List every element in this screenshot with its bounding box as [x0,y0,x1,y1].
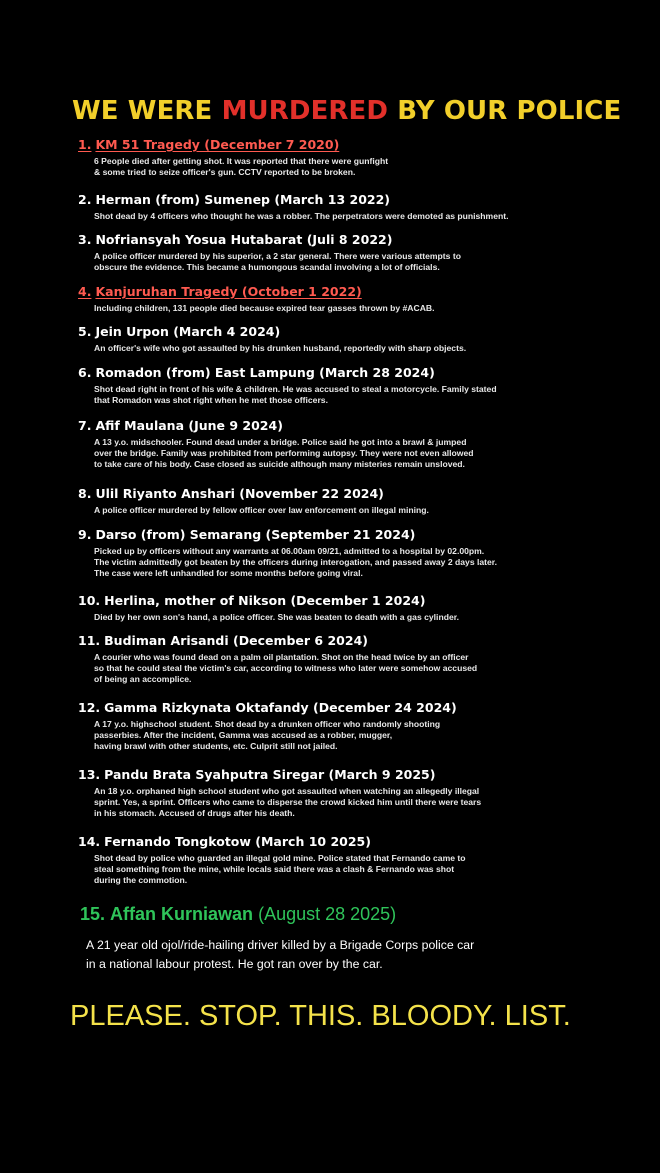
entry-title: Pandu Brata Syahputra Siregar (March 9 2025) [104,767,436,782]
entry-description [94,251,594,273]
entry-heading [78,324,598,340]
entry-description-line: Died by her own son's hand, a police officer. She was beaten to death with a gas cylinder. [94,612,459,622]
entry-description-line: of being an accomplice. [94,674,192,684]
entry-title: Herlina, mother of Nikson (December 1 2024) [104,593,426,608]
entry-15-description [86,936,600,974]
entry-number: 9. [78,527,92,542]
victim-entry-15 [80,902,600,974]
entry-title: Ulil Riyanto Anshari (November 22 2024) [95,486,384,501]
entry-number: 1. [78,137,92,152]
footer-plea: PLEASE. STOP. THIS. BLOODY. LIST. [70,1000,571,1032]
entry-description-line: The case were left unhandled for some months before going viral. [94,568,363,578]
entry-description-line: obscure the evidence. This became a humongous scandal involving a lot of officials. [94,262,440,272]
entry-description-line: A 17 y.o. highschool student. Shot dead by a drunken officer who randomly shooting [94,719,441,729]
entry-description [94,612,594,623]
entry-description-line: A police officer murdered by fellow officer over law enforcement on illegal mining. [94,505,429,515]
page-title [72,94,632,128]
victim-entry [78,137,598,178]
entry-heading [78,486,598,502]
entry-description-line: during the commotion. [94,875,188,885]
entry-title: Jein Urpon (March 4 2024) [95,324,281,339]
entry-15-line: A 21 year old ojol/ride-hailing driver killed by a Brigade Corps police car [86,938,475,952]
entry-heading [78,767,598,783]
entry-number: 6. [78,365,92,380]
entry-description [94,786,594,819]
entry-15-line: in a national labour protest. He got ran over by the car. [86,957,383,971]
entry-heading [78,137,598,153]
entry-description-line: sprint. Yes, a sprint. Officers who came to disperse the crowd kicked him until there were tears [94,797,482,807]
entry-title: Nofriansyah Yosua Hutabarat (Juli 8 2022) [95,232,393,247]
entry-description-line: A police officer murdered by his superior, a 2 star general. There were various attempts to [94,251,461,261]
victim-entry [78,633,598,685]
victim-entry [78,192,598,222]
entry-title: Gamma Rizkynata Oktafandy (December 24 2024) [104,700,457,715]
entry-heading [78,633,598,649]
victim-entry [78,418,598,470]
entry-description [94,853,594,886]
entry-description-line: Shot dead right in front of his wife & children. He was accused to steal a motorcycle. Family stated [94,384,497,394]
entry-number: 3. [78,232,92,247]
entry-description-line: to take care of his body. Case closed as suicide although many misteries remain unsloved. [94,459,465,469]
entry-description-line: An officer's wife who got assaulted by his drunken husband, reportedly with sharp objects. [94,343,467,353]
entry-description-line: steal something from the mine, while locals said there was a clash & Fernando was shot [94,864,455,874]
entry-description-line: Including children, 131 people died because expired tear gasses thrown by #ACAB. [94,303,435,313]
entry-heading [78,700,598,716]
entry-title: Darso (from) Semarang (September 21 2024) [95,527,416,542]
entry-description-line: Picked up by officers without any warrants at 06.00am 09/21, admitted to a hospital by 02.00pm. [94,546,485,556]
entry-description-line: over the bridge. Family was prohibited from performing autopsy. They were not even allowed [94,448,474,458]
entry-title: Fernando Tongkotow (March 10 2025) [104,834,371,849]
entry-description-line: so that he could steal the victim's car, according to witness who later were somehow accused [94,663,478,673]
entry-title: Kanjuruhan Tragedy (October 1 2022) [95,284,362,299]
entry-description-line: A courier who was found dead on a palm oil plantation. Shot on the head twice by an officer [94,652,469,662]
victim-entry [78,284,598,314]
entry-number: 13. [78,767,101,782]
entry-title: Romadon (from) East Lampung (March 28 2024) [95,365,435,380]
victim-entry [78,365,598,406]
entry-heading [78,284,598,300]
entry-description [94,546,594,579]
entry-description [94,303,594,314]
entry-title: KM 51 Tragedy (December 7 2020) [95,137,340,152]
entry-number: 4. [78,284,92,299]
title-highlight: MURDERED [221,96,389,126]
entry-description-line: 6 People died after getting shot. It was reported that there were gunfight [94,156,389,166]
entry-number: 11. [78,633,101,648]
entry-description [94,343,594,354]
entry-number: 7. [78,418,92,433]
entry-description-line: An 18 y.o. orphaned high school student who got assaulted when watching an allegedly illegal [94,786,480,796]
entry-heading [78,192,598,208]
victim-entry [78,232,598,273]
entry-number: 12. [78,700,101,715]
victim-entry [78,767,598,819]
entry-title: Afif Maulana (June 9 2024) [95,418,283,433]
victim-entry [78,700,598,752]
entry-description-line: A 13 y.o. midschooler. Found dead under a bridge. Police said he got into a brawl & jumped [94,437,467,447]
victim-entry [78,593,598,623]
title-part-1: WE WERE [72,96,222,126]
victim-entry [78,486,598,516]
entry-description [94,437,594,470]
entry-title: Herman (from) Sumenep (March 13 2022) [95,192,391,207]
entry-description-line: in his stomach. Accused of drugs after his death. [94,808,295,818]
victim-entry [78,834,598,886]
entry-heading [78,365,598,381]
entry-15-number: 15. [80,904,106,924]
entry-number: 2. [78,192,92,207]
entry-description-line: & some tried to seize officer's gun. CCTV reported to be broken. [94,167,356,177]
entry-number: 10. [78,593,101,608]
entry-description-line: Shot dead by 4 officers who thought he was a robber. The perpetrators were demoted as punishment. [94,211,509,221]
entry-description [94,384,594,406]
entry-15-name: Affan Kurniawan [110,904,254,924]
entry-description [94,156,594,178]
victim-entry [78,324,598,354]
entry-description [94,505,594,516]
entry-heading [78,834,598,850]
entry-number: 14. [78,834,101,849]
entry-number: 8. [78,486,92,501]
entry-15-date: (August 28 2025) [258,904,397,924]
entry-number: 5. [78,324,92,339]
entry-heading [78,593,598,609]
entry-description-line: that Romadon was shot right when he met those officers. [94,395,328,405]
entry-heading [78,232,598,248]
entry-description [94,719,594,752]
entry-description-line: having brawl with other students, etc. Culprit still not jailed. [94,741,338,751]
victim-entry [78,527,598,579]
entry-heading [78,527,598,543]
entry-description-line: The victim admittedly got beaten by the officers during interogation, and passed away 2 days later. [94,557,498,567]
title-part-2: BY OUR POLICE [388,96,622,126]
entry-description [94,652,594,685]
entry-heading [78,418,598,434]
entry-description-line: Shot dead by police who guarded an illegal gold mine. Police stated that Fernando came to [94,853,466,863]
entry-description [94,211,594,222]
entry-description-line: passerbies. After the incident, Gamma was accused as a robber, mugger, [94,730,393,740]
entry-15-heading [80,902,600,926]
entry-title: Budiman Arisandi (December 6 2024) [104,633,368,648]
